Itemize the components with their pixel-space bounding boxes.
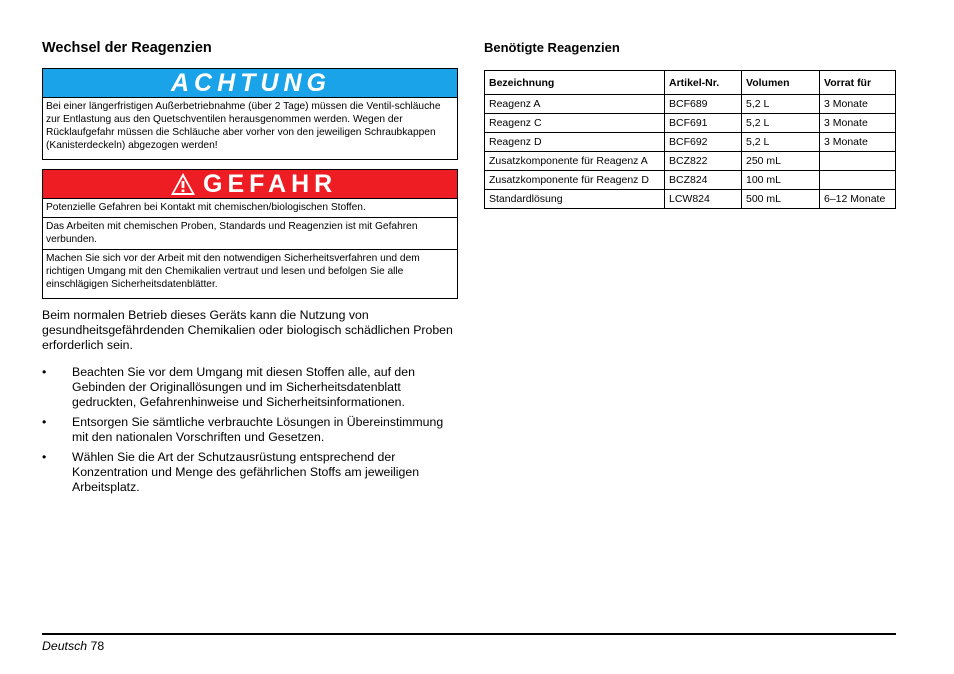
column-header: Artikel-Nr. — [665, 71, 742, 95]
table-cell: 5,2 L — [742, 114, 820, 133]
table-cell: LCW824 — [665, 190, 742, 209]
list-item-text: Wählen Sie die Art der Schutzausrüstung entsprechend der Konzentration und Menge des gefährlichen Stoffs am jeweiligen Arbeitsplatz. — [72, 450, 420, 494]
table-cell: 3 Monate — [820, 95, 896, 114]
danger-title: GEFAHR — [203, 169, 338, 198]
list-item — [42, 450, 458, 495]
footer-divider — [42, 633, 896, 635]
list-item-text: Beachten Sie vor dem Umgang mit diesen Stoffen alle, auf den Gebinden der Originallösungen und im Sicherheitsdatenblatt gedruckten, Gefahrenhinweise und Sicherheitsinformationen. — [72, 365, 415, 409]
table-header-row — [485, 71, 896, 95]
warning-triangle-icon — [170, 172, 196, 196]
page-number: 78 — [90, 639, 105, 653]
danger-header — [43, 170, 457, 199]
table-row — [485, 95, 896, 114]
page-footer — [42, 639, 104, 653]
caution-body — [43, 98, 457, 159]
bullet-list — [42, 365, 458, 495]
table-cell — [820, 152, 896, 171]
danger-box — [42, 169, 458, 299]
table-heading: Benötigte Reagenzien — [484, 40, 620, 55]
table-row — [485, 171, 896, 190]
caution-box — [42, 68, 458, 160]
table-cell: Reagenz D — [485, 133, 665, 152]
table-cell: BCZ824 — [665, 171, 742, 190]
danger-line: Machen Sie sich vor der Arbeit mit den notwendigen Sicherheitsverfahren und dem richtigen Umgang mit den Chemikalien vertraut und lesen und befolgen Sie alle einschlägigen Sicherheitsdatenblätter. — [43, 249, 457, 291]
table-cell: Zusatzkomponente für Reagenz A — [485, 152, 665, 171]
table-cell: BCF692 — [665, 133, 742, 152]
right-column — [484, 38, 896, 209]
danger-line: Potenzielle Gefahren bei Kontakt mit chemischen/biologischen Stoffen. — [46, 202, 366, 213]
table-cell: 5,2 L — [742, 95, 820, 114]
table-cell: BCF689 — [665, 95, 742, 114]
table-row — [485, 190, 896, 209]
table-cell: 100 mL — [742, 171, 820, 190]
table-cell: 3 Monate — [820, 133, 896, 152]
bullet-icon: • — [42, 365, 47, 379]
bullet-icon: • — [42, 415, 47, 429]
table-cell: 3 Monate — [820, 114, 896, 133]
list-item — [42, 365, 458, 410]
table-row — [485, 114, 896, 133]
danger-line: Das Arbeiten mit chemischen Proben, Standards und Reagenzien ist mit Gefahren verbunden. — [43, 217, 457, 246]
list-item-text: Entsorgen Sie sämtliche verbrauchte Lösungen in Übereinstimmung mit den nationalen Vorschriften und Gesetzen. — [72, 415, 444, 444]
table-cell: 6–12 Monate — [820, 190, 896, 209]
caution-text: Bei einer längerfristigen Außerbetriebnahme (über 2 Tage) müssen die Ventil-schläuche zur Entlastung aus den Quetschventilen herausgenommen werden. Wegen der Rücklaufgefahr müssen die Schläuche aber vorher von den jeweiligen Schraubkappen (Kanisterdeckeln) abgezogen werden! — [46, 101, 441, 151]
table-cell — [820, 171, 896, 190]
table-cell: Reagenz A — [485, 95, 665, 114]
table-row — [485, 133, 896, 152]
table-cell: 250 mL — [742, 152, 820, 171]
table-cell: 5,2 L — [742, 133, 820, 152]
left-column — [42, 38, 458, 500]
column-header: Volumen — [742, 71, 820, 95]
column-header: Bezeichnung — [485, 71, 665, 95]
section-heading: Wechsel der Reagenzien — [42, 40, 212, 56]
table-row — [485, 152, 896, 171]
table-cell: BCF691 — [665, 114, 742, 133]
bullet-icon: • — [42, 450, 47, 464]
intro-paragraph: Beim normalen Betrieb dieses Geräts kann die Nutzung von gesundheitsgefährdenden Chemikalien oder biologisch schädlichen Proben erforderlich sein. — [42, 308, 453, 352]
table-cell: Zusatzkomponente für Reagenz D — [485, 171, 665, 190]
caution-title: ACHTUNG — [43, 69, 457, 98]
table-cell: BCZ822 — [665, 152, 742, 171]
list-item — [42, 415, 458, 445]
table-cell: 500 mL — [742, 190, 820, 209]
table-cell: Standardlösung — [485, 190, 665, 209]
table-cell: Reagenz C — [485, 114, 665, 133]
column-header: Vorrat für — [820, 71, 896, 95]
danger-body — [43, 199, 457, 298]
reagents-table — [484, 70, 896, 209]
footer-language: Deutsch — [42, 639, 88, 653]
